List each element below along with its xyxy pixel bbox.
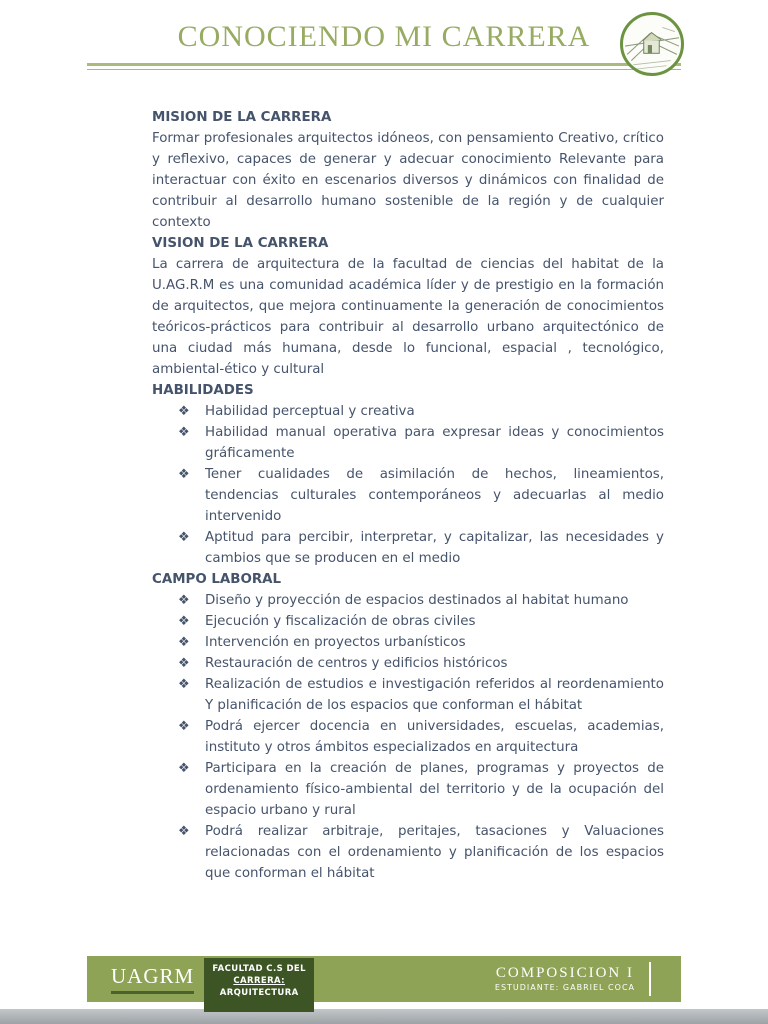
campo-laboral-list [178, 590, 664, 884]
document-body [152, 107, 664, 884]
university-seal-icon [620, 12, 684, 76]
diamond-bullet-icon: ❖ [178, 719, 190, 734]
section-heading-campo-laboral: CAMPO LABORAL [152, 572, 282, 587]
page-title: CONOCIENDO MI CARRERA [177, 20, 591, 53]
list-item [178, 653, 664, 674]
document-header [87, 20, 681, 70]
list-item [178, 611, 664, 632]
section-heading-habilidades: HABILIDADES [152, 383, 254, 398]
diamond-bullet-icon: ❖ [178, 761, 190, 776]
diamond-bullet-icon: ❖ [178, 656, 190, 671]
list-item-text: Aptitud para percibir, interpretar, y capitalizar, las necesidades y cambios que se producen en el medio [205, 530, 664, 566]
footer-course-name: COMPOSICION I [495, 965, 634, 981]
list-item-text: Tener cualidades de asimilación de hechos, lineamientos, tendencias culturales contemporáneos y adecuarlas al medio intervenido [205, 467, 664, 524]
faculty-line-2: CARRERA: [233, 976, 285, 986]
list-item [178, 401, 664, 422]
diamond-bullet-icon: ❖ [178, 677, 190, 692]
faculty-line-3: ARQUITECTURA [219, 988, 299, 998]
diamond-bullet-icon: ❖ [178, 614, 190, 629]
faculty-line-1: FACULTAD C.S DEL [212, 964, 306, 974]
list-item [178, 422, 664, 464]
list-item [178, 590, 664, 611]
diamond-bullet-icon: ❖ [178, 593, 190, 608]
footer-faculty-box [204, 958, 314, 1012]
list-item-text: Intervención en proyectos urbanísticos [205, 635, 466, 650]
list-item-text: Habilidad perceptual y creativa [205, 404, 415, 419]
section-heading-vision: VISION DE LA CARRERA [152, 236, 329, 251]
list-item [178, 821, 664, 884]
diamond-bullet-icon: ❖ [178, 824, 190, 839]
footer-bar [87, 956, 681, 1002]
list-item [178, 632, 664, 653]
list-item-text: Habilidad manual operativa para expresar ideas y conocimientos gráficamente [205, 425, 664, 461]
header-divider [87, 63, 681, 70]
diamond-bullet-icon: ❖ [178, 635, 190, 650]
diamond-bullet-icon: ❖ [178, 530, 190, 545]
list-item [178, 716, 664, 758]
page-edge-strip [0, 1009, 768, 1024]
footer-divider-line [649, 962, 651, 996]
section-body-mision: Formar profesionales arquitectos idóneos, con pensamiento Creativo, crítico y reflexivo, capaces de generar y adecuar conocimiento Relevante para interactuar con éxito en escenarios diversos y dinámicos con finalidad de contribuir al desarrollo humano sostenible de la región y de cualquier contexto [152, 131, 664, 230]
diamond-bullet-icon: ❖ [178, 467, 190, 482]
list-item-text: Podrá ejercer docencia en universidades, escuelas, academias, instituto y otros ámbitos especializados en arquitectura [205, 719, 664, 755]
footer-student-name: ESTUDIANTE: GABRIEL COCA [494, 983, 635, 992]
list-item [178, 674, 664, 716]
section-heading-mision: MISION DE LA CARRERA [152, 110, 332, 125]
list-item-text: Diseño y proyección de espacios destinados al habitat humano [205, 593, 629, 608]
list-item-text: Ejecución y fiscalización de obras civiles [205, 614, 476, 629]
list-item [178, 527, 664, 569]
diamond-bullet-icon: ❖ [178, 404, 190, 419]
list-item-text: Realización de estudios e investigación referidos al reordenamiento Y planificación de los espacios que conforman el hábitat [205, 677, 664, 713]
list-item-text: Restauración de centros y edificios históricos [205, 656, 508, 671]
diamond-bullet-icon: ❖ [178, 425, 190, 440]
footer-course-block [495, 965, 649, 993]
habilidades-list [178, 401, 664, 569]
footer-org-name: UAGRM [111, 964, 194, 994]
section-body-vision: La carrera de arquitectura de la facultad de ciencias del habitat de la U.AG.R.M es una comunidad académica líder y de prestigio en la formación de arquitectos, que mejora continuamente la generación de conocimientos teóricos-prácticos para contribuir al desarrollo urbano arquitectónico de una ciudad más humana, desde lo funcional, espacial , tecnológico, ambiental-ético y cultural [152, 257, 664, 377]
list-item-text: Participara en la creación de planes, programas y proyectos de ordenamiento físico-ambiental del territorio y de la ocupación del espacio urbano y rural [205, 761, 664, 818]
list-item-text: Podrá realizar arbitraje, peritajes, tasaciones y Valuaciones relacionadas con el ordenamiento y planificación de los espacios que conforman el hábitat [205, 824, 664, 881]
architecture-sketch-icon [623, 15, 681, 73]
list-item [178, 758, 664, 821]
list-item [178, 464, 664, 527]
